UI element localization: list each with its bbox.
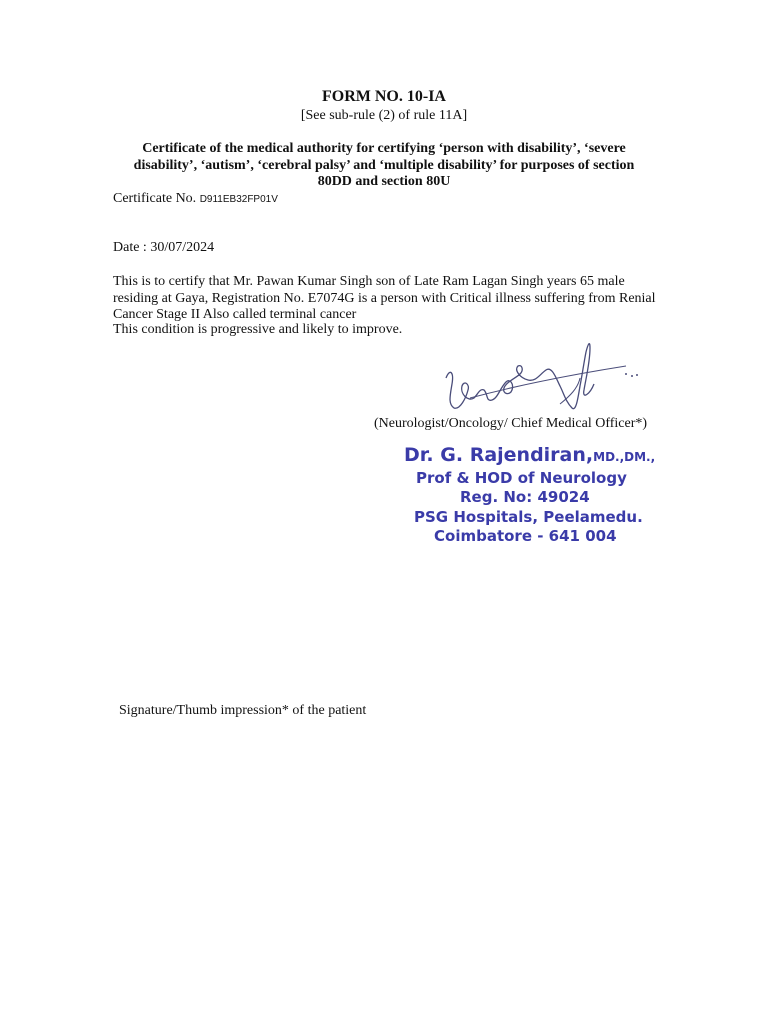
stamp-doctor-name-line bbox=[404, 444, 655, 466]
stamp-degree: MD.,DM., bbox=[593, 450, 656, 464]
certification-paragraph: This is to certify that Mr. Pawan Kumar Singh son of Late Ram Lagan Singh years 65 male residing at Gaya, Registration No. E7074G is a person with Critical illness suffering from Renial Cancer Stage II Also called terminal cancer bbox=[113, 274, 656, 322]
certificate-heading: Certificate of the medical authority for certifying ‘person with disability’, ‘severe disability’, ‘autism’, ‘cerebral palsy’ and ‘multiple disability’ for purposes of section 80DD and section 80U bbox=[133, 141, 635, 189]
stamp-city: Coimbatore - 641 004 bbox=[434, 527, 617, 545]
stamp-doctor-name: Dr. G. Rajendiran, bbox=[404, 444, 594, 466]
certificate-number-line bbox=[113, 191, 278, 207]
doctor-signature bbox=[440, 338, 650, 420]
doctor-stamp bbox=[398, 440, 656, 548]
form-title: FORM NO. 10-IA bbox=[322, 88, 446, 105]
stamp-hospital: PSG Hospitals, Peelamedu. bbox=[414, 508, 643, 526]
stamp-registration: Reg. No: 49024 bbox=[460, 488, 590, 506]
condition-statement: This condition is progressive and likely to improve. bbox=[113, 322, 403, 337]
form-subrule: [See sub-rule (2) of rule 11A] bbox=[300, 108, 468, 123]
certificate-number-label: Certificate No. bbox=[113, 191, 197, 206]
stamp-designation: Prof & HOD of Neurology bbox=[416, 469, 627, 487]
patient-signature-label: Signature/Thumb impression* of the patient bbox=[119, 703, 367, 718]
certificate-number-value: D911EB32FP01V bbox=[199, 194, 278, 205]
signatory-role: (Neurologist/Oncology/ Chief Medical Officer*) bbox=[374, 416, 648, 431]
certificate-date: Date : 30/07/2024 bbox=[113, 240, 215, 255]
